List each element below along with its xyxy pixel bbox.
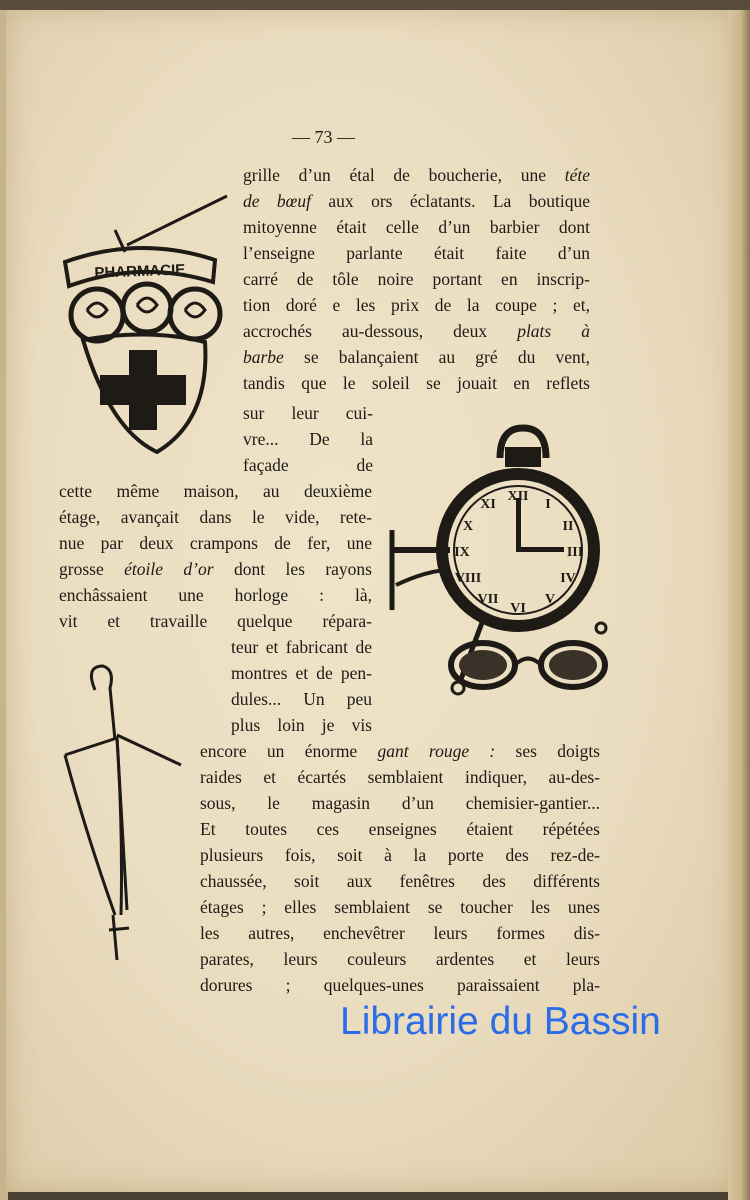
svg-text:IV: IV bbox=[560, 571, 576, 586]
pharmacy-sign-label: PHARMACIE bbox=[94, 261, 186, 282]
text-line: enchâssaient une horloge : là, bbox=[59, 585, 372, 605]
page-number: — 73 — bbox=[292, 127, 355, 147]
text-line: tion doré e les prix de la coupe ; et, bbox=[243, 295, 590, 315]
text-line: façade de bbox=[243, 455, 373, 475]
text-line: les autres, enchevêtrer leurs formes dis- bbox=[200, 923, 600, 943]
svg-text:XII: XII bbox=[507, 489, 529, 504]
text-line: plusieurs fois, soit à la porte des rez-de- bbox=[200, 845, 600, 865]
svg-text:VIII: VIII bbox=[454, 571, 482, 586]
svg-text:V: V bbox=[544, 592, 556, 607]
text-line: dules... Un peu bbox=[231, 689, 372, 709]
text-line: étages ; elles semblaient se toucher les unes bbox=[200, 897, 600, 917]
text-line: vre... De la bbox=[243, 429, 373, 449]
svg-text:VII: VII bbox=[477, 592, 499, 607]
page-stack-edge bbox=[728, 0, 750, 1200]
text-line: mitoyenne était celle d’un barbier dont bbox=[243, 217, 590, 237]
text-line: l’enseigne parlante était faite d’un bbox=[243, 243, 590, 263]
svg-text:III: III bbox=[566, 545, 584, 560]
svg-text:I: I bbox=[545, 497, 551, 512]
text-line: raides et écartés semblaient indiquer, au-des- bbox=[200, 767, 600, 787]
text-line: étage, avançait dans le vide, rete- bbox=[59, 507, 372, 527]
clock-sign-illustration bbox=[388, 420, 613, 710]
text-line: cette même maison, au deuxième bbox=[59, 481, 372, 501]
text-line: de bœuf aux ors éclatants. La boutique bbox=[243, 191, 590, 211]
text-line: plus loin je vis bbox=[231, 715, 372, 735]
text-line: teur et fabricant de bbox=[231, 637, 372, 657]
svg-text:IX: IX bbox=[454, 545, 470, 560]
text-line: chaussée, soit aux fenêtres des différents bbox=[200, 871, 600, 891]
background-top bbox=[0, 0, 750, 10]
umbrella-illustration bbox=[55, 660, 195, 980]
text-line: encore un énorme gant rouge : ses doigts bbox=[200, 741, 600, 761]
text-line: parates, leurs couleurs ardentes et leurs bbox=[200, 949, 600, 969]
text-line: sous, le magasin d’un chemisier-gantier... bbox=[200, 793, 600, 813]
text-line: accrochés au-dessous, deux plats à bbox=[243, 321, 590, 341]
text-line: grille d’un étal de boucherie, une téte bbox=[243, 165, 590, 185]
svg-text:II: II bbox=[562, 519, 574, 534]
text-line: barbe se balançaient au gré du vent, bbox=[243, 347, 590, 367]
text-line: tandis que le soleil se jouait en reflets bbox=[243, 373, 590, 393]
text-line: Et toutes ces enseignes étaient répétées bbox=[200, 819, 600, 839]
svg-text:XI: XI bbox=[480, 497, 496, 512]
watermark: Librairie du Bassin bbox=[340, 1000, 661, 1043]
text-line: grosse étoile d’or dont les rayons bbox=[59, 559, 372, 579]
text-line: montres et de pen- bbox=[231, 663, 372, 683]
svg-text:VI: VI bbox=[510, 601, 526, 616]
svg-text:X: X bbox=[462, 519, 474, 534]
text-line: nue par deux crampons de fer, une bbox=[59, 533, 372, 553]
text-line: vit et travaille quelque répara- bbox=[59, 611, 372, 631]
text-line: sur leur cui- bbox=[243, 403, 373, 423]
pharmacy-sign-illustration bbox=[55, 190, 235, 465]
text-line: carré de tôle noire portant en inscrip- bbox=[243, 269, 590, 289]
text-line: dorures ; quelques-unes paraissaient pla- bbox=[200, 975, 600, 995]
